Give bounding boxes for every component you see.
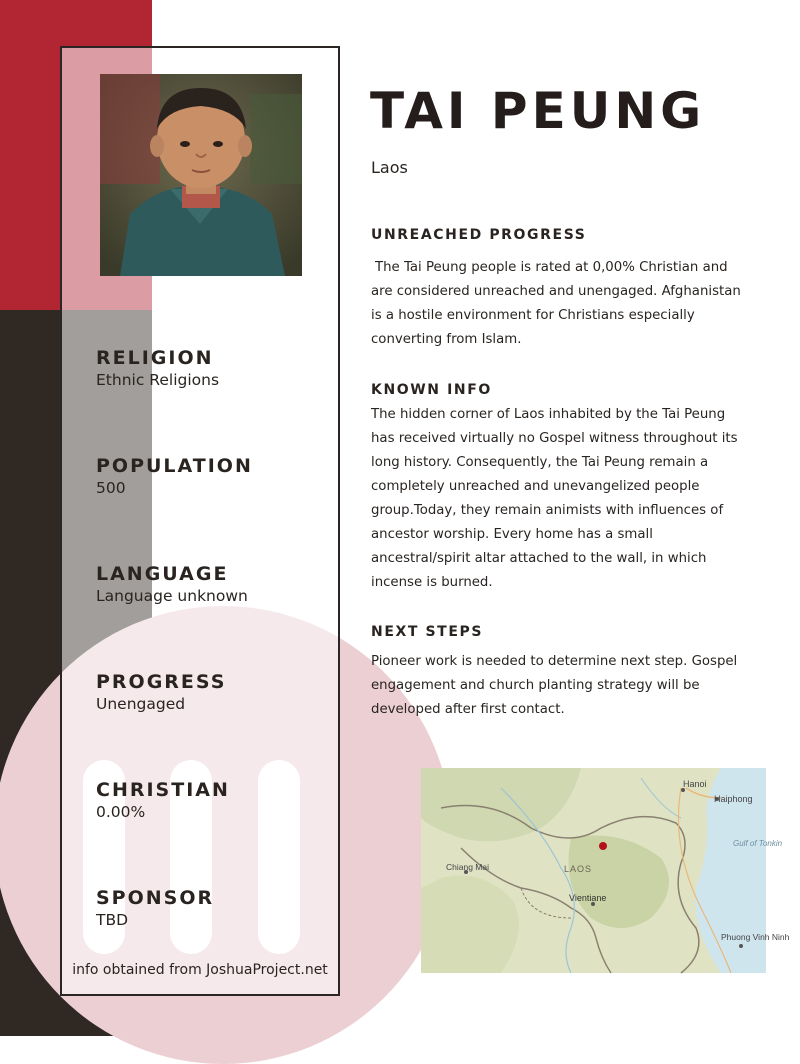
known-info-heading: KNOWN INFO <box>371 382 492 398</box>
fact-religion <box>96 347 219 389</box>
fact-progress <box>96 671 226 713</box>
fact-value: Language unknown <box>96 587 248 605</box>
fact-language <box>96 563 248 605</box>
source-note: info obtained from JoshuaProject.net <box>72 962 328 978</box>
map-label-laos: LAOS <box>564 864 593 874</box>
map-label-haiphong: Haiphong <box>714 794 753 804</box>
decorative-pill <box>258 760 300 954</box>
next-steps-text: Pioneer work is needed to determine next step. Gospel engagement and church planting strategy will be developed after first contact. <box>371 654 738 717</box>
fact-population <box>96 455 253 497</box>
fact-christian <box>96 779 230 821</box>
location-map <box>421 768 790 973</box>
map-label-hanoi: Hanoi <box>683 779 707 789</box>
page-title: TAI PEUNG <box>370 82 706 140</box>
map-label-chiang-mai: Chiang Mai <box>446 862 489 872</box>
map-label-gulf: Gulf of Tonkin <box>733 839 783 848</box>
fact-label: CHRISTIAN <box>96 779 230 801</box>
fact-sponsor <box>96 887 214 929</box>
fact-value: TBD <box>96 911 129 929</box>
fact-value: Ethnic Religions <box>96 371 220 389</box>
fact-label: LANGUAGE <box>96 563 229 585</box>
fact-label: SPONSOR <box>96 887 215 909</box>
map-label-phuong-vinh-ninh: Phuong Vinh Ninh <box>721 932 790 942</box>
fact-label: POPULATION <box>96 455 253 477</box>
location-marker <box>599 842 607 850</box>
country-subtitle: Laos <box>371 158 408 177</box>
fact-value: Unengaged <box>96 695 186 713</box>
fact-label: PROGRESS <box>96 671 227 693</box>
map-label-vientiane: Vientiane <box>569 893 607 903</box>
fact-label: RELIGION <box>96 347 214 369</box>
portrait-photo <box>100 74 302 276</box>
next-steps-heading: NEXT STEPS <box>371 624 484 640</box>
unreached-progress-heading: UNREACHED PROGRESS <box>371 227 587 243</box>
fact-value: 0.00% <box>96 803 146 821</box>
known-info-text: The hidden corner of Laos inhabited by the Tai Peung has received virtually no Gospel witness throughout its long history. Consequently, the Tai Peung remain a completely unreached and unevangelized people group.Today, they remain animists with influences of ancestor worship. Every home has a small ancestral/spirit altar attached to the wall, in which incense is burned. <box>371 407 738 590</box>
unreached-progress-text: The Tai Peung people is rated at 0,00% Christian and are considered unreached and unengaged. Afghanistan is a hostile environment for Christians especially converting from Islam. <box>371 260 741 347</box>
fact-value: 500 <box>96 479 126 497</box>
